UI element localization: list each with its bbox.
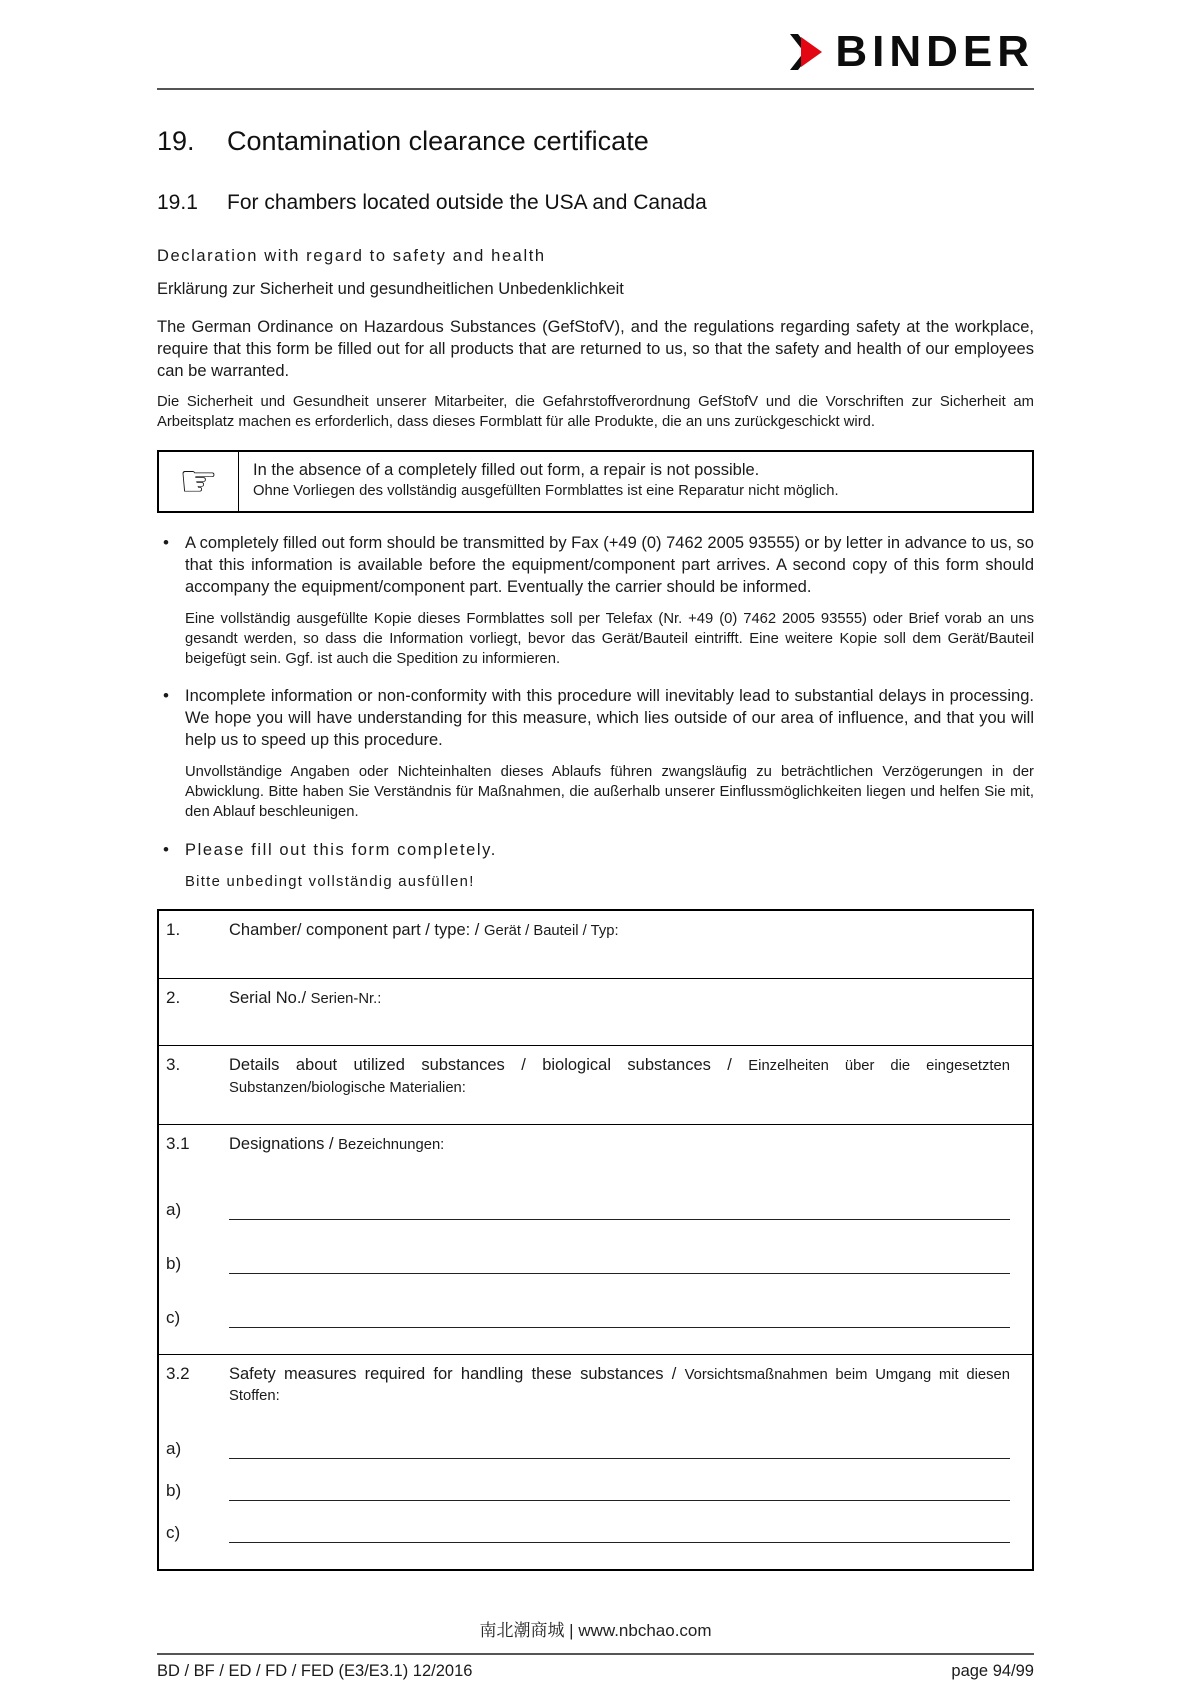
- form-blank-row: [159, 1254, 1032, 1274]
- form-row-number: 3.: [166, 1055, 181, 1075]
- form-label-en: Chamber/ component part / type: /: [229, 921, 480, 940]
- blank-fill-line: [229, 1200, 1010, 1220]
- form-row-serial-no: [159, 978, 1032, 1045]
- notice-text: [239, 452, 1032, 511]
- blank-letter: a): [166, 1199, 182, 1219]
- page-header: [157, 26, 1034, 78]
- form-row-label: [229, 911, 1032, 951]
- list-item: [157, 533, 1034, 669]
- form-label-en: Details about utilized substances / biological substances /: [229, 1056, 732, 1075]
- subsection-title: For chambers located outside the USA and Canada: [227, 191, 707, 214]
- form-blank-row: [159, 1439, 1032, 1459]
- binder-arrow-icon: [789, 33, 823, 71]
- header-divider: [157, 88, 1034, 90]
- subsection-number: 19.1: [157, 191, 198, 214]
- bullet-text-en: • Incomplete information or non-conformity with this procedure will inevitably lead to substantial delays in processing. We hope you will have understanding for this measure, which lies outside of our area of influence, and that you will help us to speed up this procedure.: [185, 687, 1034, 750]
- section-number: 19.: [157, 126, 195, 156]
- form-row-label: [229, 1125, 1032, 1165]
- form-row-chamber-type: [159, 911, 1032, 977]
- blank-letter: b): [166, 1253, 182, 1273]
- notice-line-de: Ohne Vorliegen des vollständig ausgefüllten Formblattes ist eine Reparatur nicht möglich.: [253, 483, 839, 500]
- list-item: [157, 686, 1034, 822]
- form-label-de: Serien-Nr.:: [310, 990, 382, 1007]
- blank-letter: a): [166, 1438, 182, 1458]
- bullet-text-en: • Please fill out this form completely.: [185, 840, 497, 859]
- watermark-text: 南北潮商城 | www.nbchao.com: [479, 1621, 712, 1640]
- list-item: [157, 840, 1034, 893]
- blank-fill-line: [229, 1481, 1010, 1501]
- form-blank-row: [159, 1481, 1032, 1501]
- form-label-de: Einzelheiten über die eingesetzten Substanzen/biologische Materialien:: [229, 1058, 1011, 1096]
- page-footer: [157, 1616, 1034, 1681]
- blank-fill-line: [229, 1439, 1010, 1459]
- instruction-list: [157, 533, 1034, 892]
- form-row-number: 2.: [166, 987, 181, 1007]
- form-row-label: [229, 1046, 1032, 1108]
- binder-logo-text: BINDER: [835, 27, 1034, 76]
- blank-letter: c): [166, 1307, 181, 1327]
- bullet-text-de: Unvollständige Angaben oder Nichteinhalten dieses Ablaufs führen zwangsläufig zu beträchtlichen Verzögerungen in der Abwicklung. Bitte haben Sie Verständnis für Maßnahmen, die außerhalb unserer Einflussmöglichkeiten liegen und helfen Sie mit, den Ablauf beschleunigen.: [185, 764, 1034, 820]
- blank-fill-line: [229, 1523, 1010, 1543]
- document-id: BD / BF / ED / FD / FED (E3/E3.1) 12/2016: [157, 1662, 473, 1680]
- form-label-de: Bezeichnungen:: [338, 1137, 445, 1154]
- declaration-line-de: Erklärung zur Sicherheit und gesundheitlichen Unbedenklichkeit: [157, 280, 624, 298]
- form-blank-row: [159, 1523, 1032, 1543]
- bullet-text-de: Bitte unbedingt vollständig ausfüllen!: [185, 873, 475, 890]
- form-blank-row: [159, 1200, 1032, 1220]
- intro-paragraph-de: Die Sicherheit und Gesundheit unserer Mitarbeiter, die Gefahrstoffverordnung GefStofV und die Vorschriften zur Sicherheit am Arbeitsplatz machen es erforderlich, dass dieses Formblatt für alle Produkte, die an uns zurückgeschickt wird.: [157, 393, 1034, 430]
- notice-icon-cell: [159, 452, 239, 511]
- form-row-label: [229, 979, 1032, 1019]
- blank-fill-line: [229, 1254, 1010, 1274]
- contamination-form-table: [157, 909, 1034, 1570]
- form-label-de: Gerät / Bauteil / Typ:: [483, 923, 619, 940]
- subsection-heading: [157, 191, 1034, 215]
- page-number: page 94/99: [951, 1662, 1034, 1680]
- bullet-text-en: • A completely filled out form should be transmitted by Fax (+49 (0) 7462 2005 93555) or by letter in advance to us, so that this information is available before the equipment/component part arrives. A second copy of this form should accompany the equipment/component part. Eventually the carrier should be informed.: [185, 534, 1034, 597]
- form-row-number: 3.2: [166, 1363, 190, 1383]
- form-row-substance-details: [159, 1045, 1032, 1124]
- bullet-text-de: Eine vollständig ausgefüllte Kopie dieses Formblattes soll per Telefax (Nr. +49 (0) 7462 2005 93555) oder Brief vorab an uns gesandt werden, so dass die Information vorliegt, bevor das Gerät/Bauteil eintrifft. Eine weitere Kopie soll dem Gerät/Bauteil beigefügt sein. Ggf. ist auch die Spedition zu informieren.: [185, 611, 1034, 667]
- declaration-line-en: Declaration with regard to safety and health: [157, 247, 546, 265]
- intro-paragraph-en: The German Ordinance on Hazardous Substances (GefStofV), and the regulations regarding safety at the workplace, require that this form be filled out for all products that are returned to us, so that the safety and health of our employees can be warranted.: [157, 318, 1034, 380]
- notice-line-en: In the absence of a completely filled out form, a repair is not possible.: [253, 461, 760, 480]
- blank-fill-line: [229, 1308, 1010, 1328]
- form-row-number: 1.: [166, 920, 181, 940]
- form-blank-row: [159, 1308, 1032, 1328]
- form-label-de: Vorsichtsmaßnahmen beim Umgang mit diesen Stoffen:: [229, 1366, 1010, 1405]
- form-label-en: Serial No./: [229, 988, 307, 1007]
- pointing-hand-icon: ☞: [178, 456, 219, 506]
- blank-letter: b): [166, 1480, 182, 1500]
- form-label-en: Designations /: [229, 1135, 334, 1154]
- form-row-number: 3.1: [166, 1134, 190, 1154]
- form-row-designations: [159, 1124, 1032, 1353]
- blank-letter: c): [166, 1522, 181, 1542]
- form-label-en: Safety measures required for handling these substances /: [229, 1364, 677, 1383]
- section-title: Contamination clearance certificate: [227, 126, 649, 156]
- form-row-safety-measures: [159, 1354, 1032, 1569]
- notice-box: [157, 450, 1034, 513]
- form-row-label: [229, 1355, 1032, 1417]
- section-heading: [157, 126, 1034, 157]
